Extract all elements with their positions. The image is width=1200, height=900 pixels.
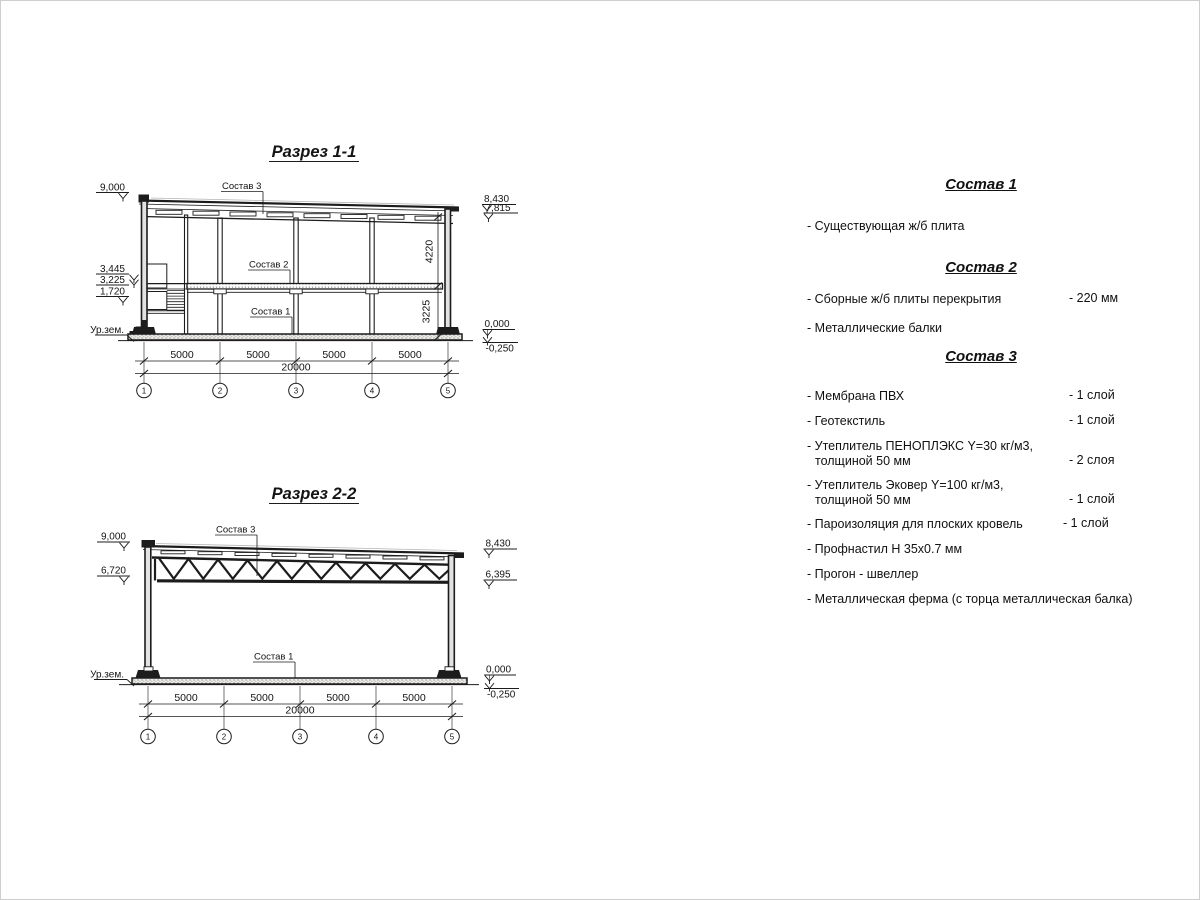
svg-text:-0,250: -0,250 (487, 689, 516, 701)
legend-item: - Пароизоляция для плоских кровель - 1 слой (807, 516, 1109, 531)
legend-group-title: Состав 1 (945, 176, 1017, 193)
legend-item: - Металлическая ферма (с торца металлическая балка) (807, 592, 1133, 606)
svg-text:-0,250: -0,250 (485, 343, 514, 355)
svg-text:9,000: 9,000 (99, 182, 125, 194)
svg-text:3: 3 (293, 386, 299, 396)
horizontal-dimensions (135, 342, 459, 383)
svg-text:Состав 1: Состав 1 (254, 651, 294, 663)
vertical-dimensions (421, 212, 443, 341)
svg-text:1: 1 (141, 386, 147, 396)
horizontal-dimensions (139, 686, 463, 729)
svg-text:1: 1 (145, 732, 151, 742)
svg-text:1,720: 1,720 (99, 286, 125, 298)
total-dimension: 20000 (281, 361, 311, 374)
legend-item: - Утеплитель Эковер Y=100 кг/м3, толщиной 50 мм - 1 слой (807, 478, 1115, 507)
svg-text:5: 5 (445, 386, 451, 396)
legend-item-qty: - 2 слоя (1069, 452, 1115, 467)
right-wall (445, 209, 451, 336)
legend-group-title: Состав 2 (945, 259, 1017, 276)
legend-group-title: Состав 3 (945, 348, 1017, 365)
section-2-2-title: Разрез 2-2 (271, 485, 357, 503)
svg-text:Состав 3: Состав 3 (216, 524, 256, 536)
legend-item-qty: - 1 слой (1069, 491, 1115, 506)
svg-text:0,000: 0,000 (486, 664, 512, 676)
legend-item: - Профнастил Н 35х0.7 мм (807, 542, 963, 556)
staircase (144, 215, 188, 334)
svg-text:5000: 5000 (398, 349, 422, 361)
legend-item: - Прогон - швеллер (807, 567, 919, 581)
svg-text:3: 3 (297, 732, 303, 742)
svg-text:5000: 5000 (250, 692, 274, 704)
svg-text:2: 2 (217, 386, 223, 396)
callout-sostav1 (250, 307, 292, 334)
left-wall (142, 201, 148, 336)
section-2-2-drawing (90, 485, 519, 744)
columns (218, 218, 374, 334)
elevation-marks-left (90, 183, 138, 342)
total-dimension: 20000 (285, 704, 315, 717)
section-1-1-drawing (90, 143, 518, 398)
svg-text:5: 5 (449, 732, 455, 742)
svg-text:4220: 4220 (423, 239, 436, 264)
callout-sostav3 (221, 181, 263, 214)
axis-bubbles (141, 729, 460, 744)
legend-item-qty: - 1 слой (1069, 388, 1115, 402)
ground-level-label: Ур.зем. (90, 325, 124, 336)
legend-item: - Сборные ж/б плиты перекрытия - 220 мм (807, 291, 1119, 306)
elevation-marks-right (484, 539, 520, 701)
svg-text:8,430: 8,430 (484, 194, 510, 205)
svg-text:5000: 5000 (326, 692, 350, 704)
roof (142, 540, 465, 560)
floor-slab (148, 284, 443, 294)
svg-text:5000: 5000 (402, 692, 426, 704)
callout-sostav1 (253, 652, 295, 678)
elevation-marks-left (90, 532, 134, 687)
svg-text:3225: 3225 (420, 299, 433, 324)
legend-item-qty: - 1 слой (1063, 516, 1109, 530)
callout-sostav2 (248, 260, 290, 284)
svg-text:Состав 1: Состав 1 (251, 306, 291, 318)
elevation-marks-right (482, 194, 518, 355)
left-wall (145, 547, 151, 680)
callout-sostav3 (215, 525, 257, 577)
svg-text:6,720: 6,720 (100, 565, 126, 577)
right-wall (449, 556, 455, 680)
svg-text:5000: 5000 (174, 692, 198, 704)
legend-item-qty: - 220 мм (1069, 291, 1119, 305)
legend-item-qty: - 1 слой (1069, 413, 1115, 427)
legend-item: - Утеплитель ПЕНОПЛЭКС Y=30 кг/м3, толщиной 50 мм - 2 слоя (807, 439, 1115, 468)
svg-text:Состав 2: Состав 2 (249, 259, 289, 271)
svg-text:6,395: 6,395 (485, 569, 511, 581)
svg-text:7,815: 7,815 (485, 203, 511, 214)
svg-text:0,000: 0,000 (484, 319, 510, 330)
ground-level-label: Ур.зем. (90, 669, 124, 681)
svg-text:4: 4 (373, 732, 379, 742)
axis-bubbles (137, 383, 456, 398)
svg-text:9,000: 9,000 (100, 531, 126, 543)
section-1-1-title: Разрез 1-1 (271, 143, 357, 161)
ground (119, 667, 479, 685)
legend-item: - Металлические балки (807, 321, 942, 335)
svg-text:3,225: 3,225 (99, 275, 125, 286)
svg-text:2: 2 (221, 732, 227, 742)
legend-item: - Геотекстиль - 1 слой (807, 413, 1115, 428)
svg-text:5000: 5000 (170, 349, 194, 361)
svg-text:5000: 5000 (246, 349, 270, 361)
materials-legend (807, 1, 1197, 900)
svg-text:8,430: 8,430 (485, 538, 511, 550)
legend-item: - Существующая ж/б плита (807, 219, 965, 233)
legend-item: - Мембрана ПВХ - 1 слой (807, 388, 1115, 403)
svg-text:Состав 3: Состав 3 (222, 181, 262, 192)
svg-text:4: 4 (369, 386, 375, 396)
metal-truss (152, 558, 454, 583)
svg-text:5000: 5000 (322, 349, 346, 361)
svg-text:3,445: 3,445 (99, 264, 125, 275)
